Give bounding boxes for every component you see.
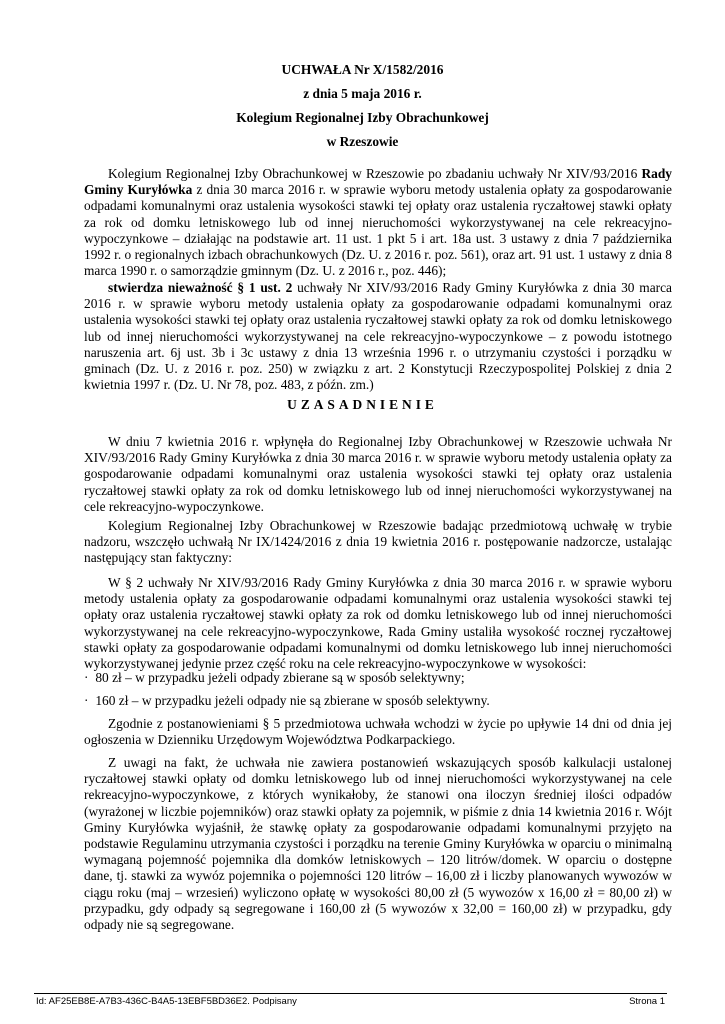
justification-paragraph-1: W dniu 7 kwietnia 2016 r. wpłynęła do Regionalnej Izby Obrachunkowej w Rzeszowie uchwała Nr XIV/93/2016 Rady Gminy Kuryłówka z dnia 30 marca 2016 r. w sprawie wyboru metody ustalenia opłaty za gospodarowanie odpadami komunalnymi oraz ustalenia wysokości stawki tej opłaty oraz ustalenia ryczałtowej stawki opłaty za rok od domku letniskowego lub od innej nieruchomości wykorzystywanej na cele rekreacyjno-wypoczynkowe. xyxy=(84,434,672,514)
justification-paragraph-3: W § 2 uchwały Nr XIV/93/2016 Rady Gminy Kuryłówka z dnia 30 marca 2016 r. w sprawie wyboru metody ustalenia opłaty za gospodarowanie odpadami komunalnymi oraz ustalenia wysokości stawki tej opłaty oraz ustalenia ryczałtowej stawki opłaty za rok od domku letniskowego lub od innej nieruchomości wykorzystywanej na cele rekreacyjno-wypoczynkowe, Rada Gminy ustaliła wysokość rocznej ryczałtowej stawki opłaty za gospodarowanie odpadami komunalnymi od domku letniskowego lub innej nieruchomości wykorzystywanej jedynie przez część roku na cele rekreacyjno-wypoczynkowe w wysokości: xyxy=(84,575,672,672)
justification-paragraph-5: Z uwagi na fakt, że uchwała nie zawiera postanowień wskazujących sposób kalkulacji ustalonej ryczałtowej stawki opłaty od domku letniskowego lub od innej nieruchomości wykorzystywanej na cele rekreacyjno-wypoczynkowe, z których wynikałoby, że stanowi ona iloczyn średniej ilości odpadów (wyrażonej w liczbie pojemników) oraz stawki opłaty za pojemnik, w piśmie z dnia 14 kwietnia 2016 r. Wójt Gminy Kuryłówka wyjaśnił, że stawkę opłaty za gospodarowanie odpadami komunalnymi przyjęto na podstawie Regulaminu utrzymania czystości i porządku na terenie Gminy Kuryłówka w oparciu o minimalną wymaganą pojemność pojemnika dla domków letniskowych – 120 litrów/domek. W oparciu o dostępne dane, tj. stawki za wywóz pojemnika o pojemności 120 litrów – 16,00 zł i liczby planowanych wywozów w ciągu roku (maj – wrzesień) wyliczono opłatę w wysokości 80,00 zł (5 wywozów x 16,00 zł = 80,00 zł) w przypadku, gdy odpady są segregowane i 160,00 zł (5 wywozów x 32,00 = 160,00 zł) w przypadku, gdy odpady nie są segregowane. xyxy=(84,755,672,933)
list-item xyxy=(84,693,672,709)
bullet: · xyxy=(84,693,89,708)
issuing-body: Kolegium Regionalnej Izby Obrachunkowej xyxy=(236,110,489,125)
decision-statement: stwierdza nieważność § 1 ust. 2 xyxy=(108,280,293,295)
list-item-text: 160 zł – w przypadku jeżeli odpady nie są zbierane w sposób selektywny. xyxy=(95,693,490,708)
justification-paragraph-4: Zgodnie z postanowieniami § 5 przedmiotowa uchwała wchodzi w życie po upływie 14 dni od dnia jej ogłoszenia w Dzienniku Urzędowym Województwa Podkarpackiego. xyxy=(84,716,672,748)
page-number: Strona 1 xyxy=(629,996,665,1007)
issuing-location: w Rzeszowie xyxy=(326,134,399,149)
bullet: · xyxy=(84,670,89,685)
document-id: Id: AF25EB8E-A7B3-436C-B4A5-13EBF5BD36E2. Podpisany xyxy=(36,996,297,1007)
list-item xyxy=(84,670,672,686)
justification-paragraph-2: Kolegium Regionalnej Izby Obrachunkowej w Rzeszowie badając przedmiotową uchwałę w trybie nadzoru, wszczęło uchwałą Nr IX/1424/2016 z dnia 19 kwietnia 2016 r. postępowanie nadzorcze, ustalając następujący stan faktyczny: xyxy=(84,518,672,566)
footer-divider xyxy=(34,993,667,994)
decision-text: uchwały Nr XIV/93/2016 Rady Gminy Kuryłówka z dnia 30 marca 2016 r. w sprawie wyboru metody ustalenia opłaty za gospodarowanie odpadami komunalnymi oraz ustalenia wysokości stawki tej opłaty oraz ustalenia ryczałtowej stawki opłaty za rok od domku letniskowego lub od innej nieruchomości wykorzystywanej na cele rekreacyjno-wypoczynkowe – z powodu istotnego naruszenia art. 6j ust. 3b i 3c ustawy z dnia 13 września 1996 r. o utrzymaniu czystości i porządku w gminach (Dz. U. z 2016 r. poz. 250) w związku z art. 2 Konstytucji Rzeczypospolitej Polskiej z dnia 2 kwietnia 1997 r. (Dz. U. Nr 78, poz. 483, z późn. zm.) xyxy=(84,280,672,393)
resolution-title: UCHWAŁA Nr X/1582/2016 xyxy=(281,62,444,77)
intro-paragraph xyxy=(84,166,672,279)
decision-paragraph xyxy=(84,280,672,393)
resolution-date: z dnia 5 maja 2016 r. xyxy=(303,86,422,101)
list-item-text: 80 zł – w przypadku jeżeli odpady zbierane są w sposób selektywny; xyxy=(95,670,465,685)
intro-text-a: Kolegium Regionalnej Izby Obrachunkowej w Rzeszowie po zbadaniu uchwały Nr XIV/93/2016 xyxy=(108,166,642,181)
intro-text-b: z dnia 30 marca 2016 r. w sprawie wyboru metody ustalenia opłaty za gospodarowanie odpadami komunalnymi oraz ustalenia wysokości stawki tej opłaty oraz ustalenia ryczałtowej stawki opłaty za rok od domku letniskowego lub od innej nieruchomości wykorzystywanej na cele rekreacyjno-wypoczynkowe – działając na podstawie art. 11 ust. 1 pkt 5 i art. 18a ust. 3 ustawy z dnia 7 października 1992 r. o regionalnych izbach obrachunkowych (Dz. U. z 2016 r. poz. 561), oraz art. 91 ust. 1 ustawy z dnia 8 marca 1990 r. o samorządzie gminnym (Dz. U. z 2016 r., poz. 446); xyxy=(84,182,672,279)
justification-heading: UZASADNIENIE xyxy=(287,397,438,412)
intro-council-name: Rady Gminy Kuryłówka xyxy=(84,166,672,198)
